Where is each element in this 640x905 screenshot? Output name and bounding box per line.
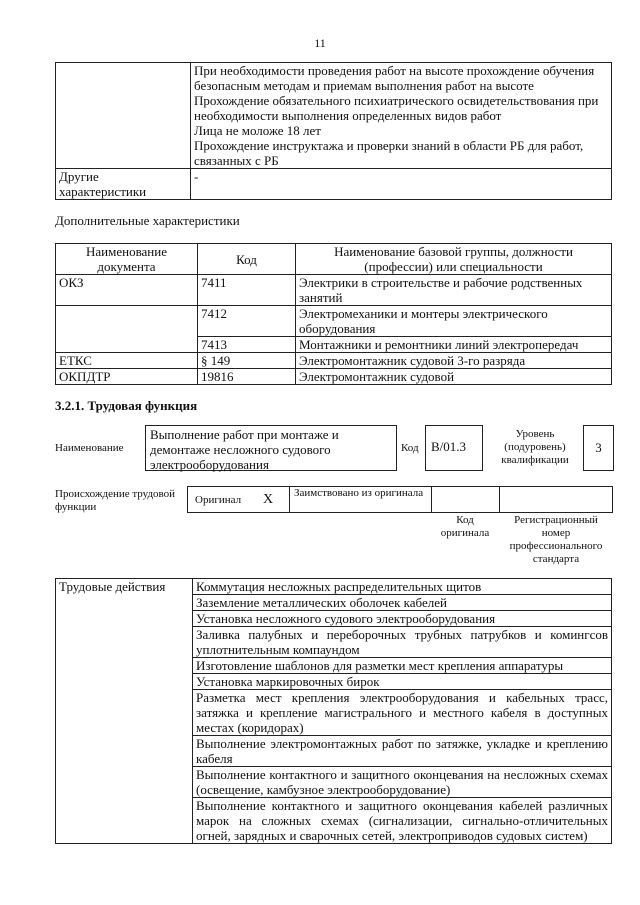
divider [499,487,500,512]
action-item: Установка маркировочных бирок [193,674,612,690]
cell: 7412 [198,306,296,337]
function-heading: 3.2.1. Трудовая функция [55,398,198,413]
action-item: Заливка палубных и переборочных трубных патрубков и комингсов уплотнительным компаундом [193,627,612,658]
column-header: Наименование базовой группы, должности (профессии) или специальности [296,244,612,275]
cell [56,337,198,353]
row-label [56,63,191,169]
requirement-line: Прохождение инструктажа и проверки знаний в области РБ для работ, связанных с РБ [194,138,584,168]
origin-label: Происхождение трудовой функции [55,488,176,513]
divider [431,487,432,512]
table-header-row [56,244,612,275]
action-item: Выполнение контактного и защитного оконцевания кабелей различных марок на сложных схемах (сигнализации, сигнально-отличительных огней, зарядных и сварочных сетей, электроприводов судовых систем) [193,798,612,844]
action-item: Выполнение электромонтажных работ по затяжке, укладке и креплению кабеля [193,736,612,767]
cell: ОКПДТР [56,369,198,385]
cell: ЕТКС [56,353,198,369]
borrowed-label: Заимствовано из оригинала [294,487,424,499]
original-mark: X [263,492,274,507]
table-row [56,169,612,200]
action-item: Установка несложного судового электрооборудования [193,611,612,627]
action-item: Коммутация несложных распределительных щитов [193,579,612,595]
action-item: Разметка мест крепления электрооборудования и кабельных трасс, затяжка и крепление магистрального и местного кабеля в доступных местах (коридорах) [193,690,612,736]
level-label: Уровень (подуровень) квалификации [501,428,569,466]
origin-code-label: Код оригинала [440,514,490,539]
table-row [56,306,612,337]
cell: Электромонтажник судовой 3-го разряда [296,353,612,369]
table-row [56,353,612,369]
cell [56,306,198,337]
requirement-line: Прохождение обязательного психиатрического освидетельствования при необходимости выполнения определенных видов работ [194,93,599,123]
column-header: Наименование документа [56,244,198,275]
requirements-cell [191,63,612,169]
table-row [56,337,612,353]
table-row [56,369,612,385]
cell: ОКЗ [56,275,198,306]
actions-table [55,578,612,844]
code-label: Код [401,442,419,454]
requirements-table [55,62,612,200]
requirement-line: При необходимости проведения работ на высоте прохождение обучения безопасным методам и приемам выполнения работ на высоте [194,63,595,93]
cell: Электрики в строительстве и рабочие родственных занятий [296,275,612,306]
column-header: Код [198,244,296,275]
additional-table [55,243,612,385]
name-label: Наименование [55,442,124,454]
cell: Монтажники и ремонтники линий электропередач [296,337,612,353]
row-value: - [191,169,612,200]
page-number: 11 [314,36,326,50]
cell: Электромеханики и монтеры электрического оборудования [296,306,612,337]
table-row [56,63,612,169]
row-label: Другие характеристики [56,169,191,200]
function-name-box: Выполнение работ при монтаже и демонтаже несложного судового электрооборудования [145,425,397,471]
action-item: Выполнение контактного и защитного оконцевания на несложных схемах (освещение, камбузное электрооборудование) [193,767,612,798]
actions-label: Трудовые действия [56,579,193,844]
cell: § 149 [198,353,296,369]
original-label: Оригинал [195,494,242,506]
section-title: Дополнительные характеристики [55,213,240,228]
cell: 19816 [198,369,296,385]
table-row [56,579,612,595]
divider [289,487,290,512]
action-item: Заземление металлических оболочек кабелей [193,595,612,611]
requirement-line: Лица не моложе 18 лет [194,123,321,138]
cell: 7413 [198,337,296,353]
cell: Электромонтажник судовой [296,369,612,385]
code-box: В/01.3 [425,425,483,471]
action-item: Изготовление шаблонов для разметки мест крепления аппаратуры [193,658,612,674]
table-row [56,275,612,306]
reg-number-label: Регистрационный номер профессионального стандарта [509,514,603,565]
level-box: 3 [583,425,614,471]
origin-box [187,486,613,513]
cell: 7411 [198,275,296,306]
